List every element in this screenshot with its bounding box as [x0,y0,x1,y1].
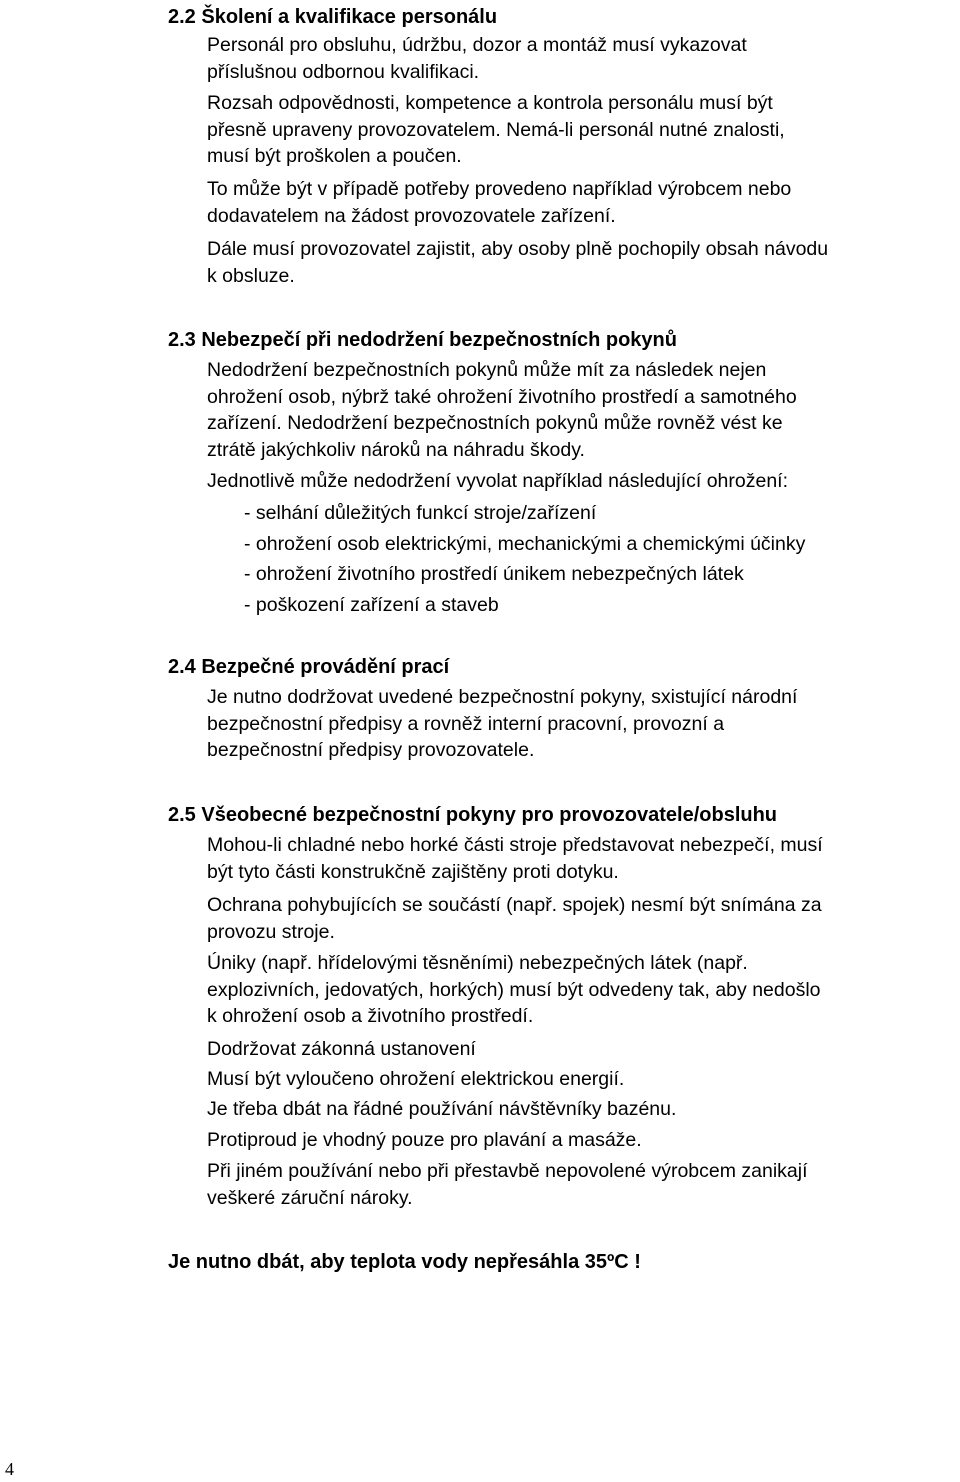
text-line: Dále musí provozovatel zajistit, aby osoby plně pochopily obsah návodu [207,238,829,260]
paragraph [207,236,828,289]
paragraph [207,90,785,170]
page-number: 4 [5,1459,14,1479]
paragraph [207,1127,642,1154]
text-line: Dodržovat zákonná ustanovení [207,1038,476,1060]
list-item: - ohrožení životního prostředí únikem nebezpečných látek [244,563,744,585]
text-line: Nedodržení bezpečnostních pokynů může mít za následek nejen [207,359,767,381]
text-line: k obsluze. [207,264,295,287]
text-line: To může být v případě potřeby provedeno například výrobcem nebo [207,178,792,200]
paragraph [207,357,797,463]
paragraph [207,1158,808,1211]
paragraph [207,950,821,1030]
text-line: musí být proškolen a poučen. [207,145,462,167]
text-line: Je nutno dodržovat uvedené bezpečnostní pokyny, sxistující národní [207,686,798,708]
text-line: ohrožení osob, nýbrž také ohrožení životního prostředí a samotného [207,385,797,408]
text-line: provozu stroje. [207,920,335,943]
paragraph [207,832,823,885]
paragraph [207,176,791,229]
paragraph [207,684,797,764]
list-item: - ohrožení osob elektrickými, mechanickými a chemickými účinky [244,533,806,555]
text-line: zařízení. Nedodržení bezpečnostních pokynů může rovněž vést ke [207,412,783,434]
section-heading-2-3: 2.3 Nebezpečí při nedodržení bezpečnostních pokynů [168,329,677,351]
text-line: dodavatelem na žádost provozovatele zařízení. [207,204,616,227]
text-line: Je třeba dbát na řádné používání návštěvníky bazénu. [207,1098,677,1120]
text-line: Rozsah odpovědnosti, kompetence a kontrola personálu musí být [207,92,773,114]
text-line: Personál pro obsluhu, údržbu, dozor a montáž musí vykazovat [207,34,747,56]
text-line: ztrátě jakýchkoliv nároků na náhradu škody. [207,438,585,461]
text-line: veškeré záruční nároky. [207,1186,413,1209]
paragraph [207,468,788,495]
text-line: Protiproud je vhodný pouze pro plavání a masáže. [207,1129,642,1151]
text-line: bezpečnostní předpisy provozovatele. [207,739,535,761]
section-heading-2-2: 2.2 Školení a kvalifikace personálu [168,6,498,28]
text-line: Při jiném používání nebo při přestavbě nepovolené výrobcem zanikají [207,1160,808,1182]
text-line: bezpečnostní předpisy a rovněž interní pracovní, provozní a [207,712,725,735]
warning-note: Je nutno dbát, aby teplota vody nepřesáhla 35ºC ! [168,1251,641,1273]
text-line: Úniky (např. hřídelovými těsněními) nebezpečných látek (např. [207,952,748,974]
text-line: Musí být vyloučeno ohrožení elektrickou energií. [207,1068,625,1090]
text-line: přesně upraveny provozovatelem. Nemá-li personál nutné znalosti, [207,118,785,141]
text-line: být tyto části konstrukčně zajištěny proti dotyku. [207,860,619,883]
paragraph [207,1066,624,1093]
section-heading-2-5: 2.5 Všeobecné bezpečnostní pokyny pro provozovatele/obsluhu [168,804,778,826]
text-line: Ochrana pohybujících se součástí (např. spojek) nesmí být snímána za [207,894,822,916]
list-item: - poškození zařízení a staveb [244,594,499,616]
text-line: Jednotlivě může nedodržení vyvolat například následující ohrožení: [207,470,789,492]
list-item: - selhání důležitých funkcí stroje/zařízení [244,502,597,524]
paragraph [207,32,747,85]
text-line: příslušnou odbornou kvalifikaci. [207,60,480,83]
paragraph [207,1036,476,1063]
text-line: k ohrožení osob a životního prostředí. [207,1005,534,1027]
section-heading-2-4: 2.4 Bezpečné provádění prací [168,656,450,678]
paragraph [207,892,822,945]
text-line: explozivních, jedovatých, horkých) musí být odvedeny tak, aby nedošlo [207,978,821,1001]
paragraph [207,1096,676,1123]
text-line: Mohou-li chladné nebo horké části stroje představovat nebezpečí, musí [207,834,823,856]
